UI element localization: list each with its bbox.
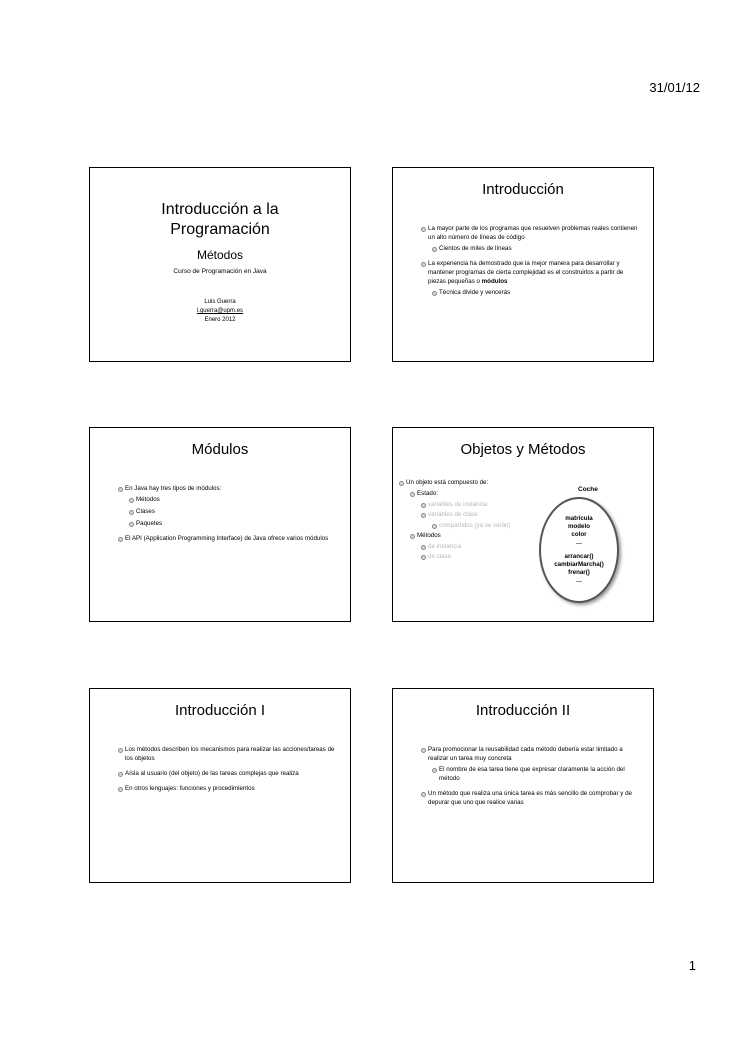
slide-heading: Introducción: [482, 181, 564, 198]
sub-sub-sub-bullet-item: compartidos (ya se verán): [432, 521, 533, 530]
diagram-attribute: color: [571, 531, 587, 538]
page-date: 31/01/12: [649, 80, 700, 95]
sub-sub-bullet-item: [421, 510, 533, 530]
slide-heading: Módulos: [191, 441, 249, 458]
title-line-2: Programación: [170, 221, 270, 238]
sub-bullet-item: Paquetes: [129, 519, 336, 528]
bullet-text: La mayor parte de los programas que resuelven problemas reales contienen un alto número de líneas de código: [428, 225, 638, 241]
bullet-text: variables de clase: [428, 511, 478, 518]
author-email-link[interactable]: l.guerra@upm.es: [196, 308, 244, 314]
bullet-text: En Java hay tres tipos de módulos:: [125, 485, 222, 492]
bullet-list: [421, 224, 639, 303]
bullet-text: Para promocionar la reusabilidad cada método debería estar limitado a realizar un tarea muy concreta: [428, 746, 623, 762]
sub-bullet-item: Clases: [129, 507, 336, 516]
slide-title-heading: [90, 200, 350, 240]
diagram-method: arrancar(): [564, 553, 594, 560]
bullet-text: La experiencia ha demostrado que la mejor manera para desarrollar y mantener programas de cierta complejidad es el construirlos a partir de piezas pequeñas o: [428, 260, 624, 285]
bullet-item: En otros lenguajes: funciones y procedimientos: [118, 784, 336, 793]
slide-introduccion-2: [392, 688, 654, 883]
bullet-text: Métodos: [417, 532, 441, 539]
diagram-method: cambiarMarcha(): [554, 561, 604, 568]
bullet-item: Aísla al usuario (del objeto) de las tareas complejas que realiza: [118, 769, 336, 778]
course-name: Curso de Programación en Java: [173, 268, 267, 275]
bullet-text: Estado:: [417, 490, 438, 497]
title-line-1: Introducción a la: [161, 201, 279, 218]
slide-subtitle: Métodos: [196, 248, 244, 262]
bullet-item: [118, 484, 336, 528]
diagram-ellipsis: …: [575, 539, 583, 546]
bullet-list: [399, 478, 533, 565]
bullet-list: [118, 484, 336, 549]
slide-modulos: [89, 427, 351, 622]
slide-heading: Introducción II: [475, 702, 571, 719]
slide-objetos-metodos: [392, 427, 654, 622]
slide-introduccion-1: [89, 688, 351, 883]
bullet-item: Los métodos describen los mecanismos para realizar las acciones/tareas de los objetos: [118, 745, 336, 763]
bullet-bold-text: módulos: [481, 278, 508, 285]
diagram-method: frenar(): [568, 569, 590, 576]
sub-sub-bullet-item: de instancia: [421, 542, 533, 551]
sub-bullet-item: El nombre de esa tarea tiene que expresar claramente la acción del método: [432, 765, 639, 783]
sub-bullet-item: Métodos: [129, 495, 336, 504]
slide-introduccion: [392, 167, 654, 362]
slide-title: [89, 167, 351, 362]
bullet-list: [421, 745, 639, 813]
bullet-item: El API (Application Programming Interface) de Java ofrece varios módulos: [118, 534, 336, 543]
diagram-ellipsis: …: [575, 577, 583, 584]
page-number: 1: [688, 958, 696, 973]
bullet-item: [421, 224, 639, 253]
sub-sub-bullet-item: variables de instancia: [421, 500, 533, 509]
sub-bullet-item: [410, 531, 533, 561]
object-diagram-circle: [539, 497, 619, 603]
author-block: [90, 298, 350, 325]
diagram-attribute: matrícula: [565, 515, 593, 522]
author-date: Enero 2012: [204, 317, 236, 323]
bullet-item: Un método que realiza una única tarea es más sencillo de comprobar y de depurar que uno que realice varias: [421, 789, 639, 807]
slide-heading: Introducción I: [174, 702, 266, 719]
sub-sub-bullet-item: de clase: [421, 552, 533, 561]
bullet-item: [421, 259, 639, 297]
author-name: Luis Guerra: [204, 299, 236, 305]
sub-bullet-item: [410, 489, 533, 530]
bullet-item: [421, 745, 639, 783]
sub-bullet-item: Técnica divide y vencerás: [432, 288, 639, 297]
bullet-list: [118, 745, 336, 799]
slide-heading: Objetos y Métodos: [460, 441, 586, 458]
diagram-attribute: modelo: [567, 523, 590, 530]
bullet-item: [399, 478, 533, 561]
bullet-text: Un objeto está compuesto de:: [406, 479, 489, 486]
sub-bullet-item: Cientos de miles de líneas: [432, 244, 639, 253]
object-diagram-label: Coche: [578, 486, 598, 493]
